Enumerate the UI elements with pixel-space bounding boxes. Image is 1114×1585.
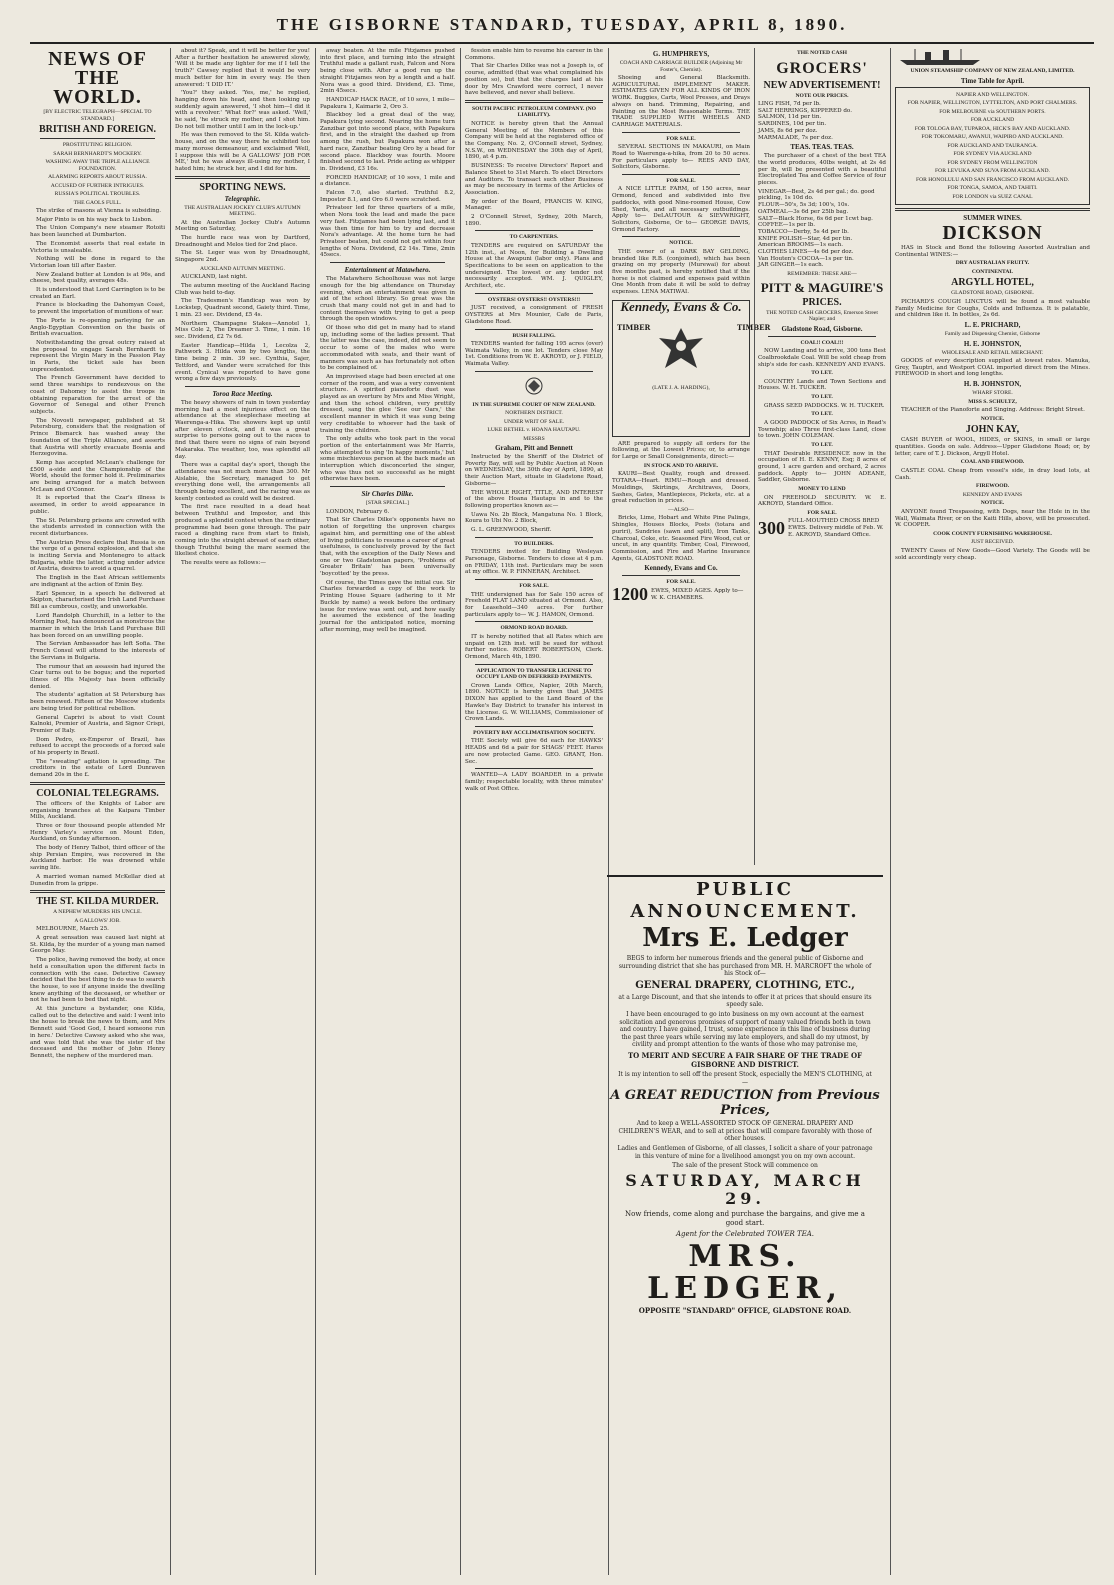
- ewes-300-ad: [758, 518, 886, 538]
- sale3-heading: FOR SALE.: [666, 579, 696, 586]
- oysters-heading: OYSTERS! OYSTERS!! OYSTERS!!!: [487, 296, 581, 303]
- timetable-box: [895, 87, 1090, 206]
- para: By order of the Board, FRANCIS W. KING, Manager.: [465, 198, 603, 212]
- ajc-heading: THE AUSTRALIAN JOCKEY CLUB'S AUTUMN MEETING.: [184, 204, 301, 218]
- remember: REMEMBER: THESE ARE—: [787, 271, 857, 278]
- para: WANTED—A LADY BOARDER in a private family; respectable locality, with three minutes' walk of Post Office.: [465, 772, 603, 792]
- para: France is blockading the Dahomyan Coast, to prevent the importation of munitions of war.: [30, 302, 165, 316]
- para: CASTLE COAL Cheap from vessel's side, in dray load lots, at Cash.: [895, 467, 1090, 481]
- para: away beaten. At the mile Fitzjames pushed into first place, and turning into the straight Truthful made a gallant rush, Falcon and Nora being close with. After a good run up the straight Fitzjames won by a length and a half. Nora was a good third. Dividend, £3. Time, 2min 45secs.: [320, 48, 455, 95]
- news-title: NEWS OF THE WORLD.: [48, 48, 147, 108]
- route: FOR HONOLULU AND SAN FRANCISCO FROM AUCKLAND.: [915, 176, 1070, 183]
- forsale-heading: FOR SALE.: [519, 583, 549, 590]
- route: FOR LONDON via SUEZ CANAL: [952, 193, 1033, 200]
- writ-heading: UNDER WRIT OF SALE.: [503, 418, 565, 425]
- para: Of course, the Times gave the initial cue. Sir Charles forwarded a copy of the work to Printing House Square (adhering to it Mr Buckle by name) a week before the ordinary issue for review was sent out, and how easily he assumed the existence of the leading journal for the anticipated notice, morning after morning, may well be imagined.: [320, 579, 455, 633]
- argyll-sub: GLADSTONE ROAD, GISBORNE.: [951, 290, 1034, 297]
- sale-heading: FOR SALE.: [807, 509, 837, 516]
- head-2: WASHING AWAY THE TRIPLE ALLIANCE FOUNDATION.: [45, 159, 150, 172]
- para: Three or four thousand people attended Mr Henry Varley's service on Mount Eden, Auckland, on Sunday afternoon.: [30, 822, 165, 843]
- byline: [BY ELECTRIC TELEGRAPH—SPECIAL TO STANDARD.]: [43, 109, 152, 122]
- ormond-heading: ORMOND ROAD BOARD.: [500, 625, 568, 632]
- johnston2-sub: WHARF STORE.: [972, 390, 1013, 397]
- kennedy-title: Kennedy, Evans & Co.: [620, 298, 742, 314]
- para: BUSINESS: To receive Directors' Report and Balance Sheet to 31st March. To elect Directors and Auditors. To transact such other Business as may be necessary in terms of the Articles of Association.: [465, 163, 603, 196]
- price-item: Van Houten's COCOA—1s per tin.: [758, 255, 854, 262]
- route: FOR SYDNEY FROM WELLINGTON: [947, 159, 1038, 166]
- sale-date: SATURDAY, MARCH 29.: [625, 1170, 865, 1208]
- para: The Novosti newspaper, published at St Petersburg, considers that the resignation of Prince Bismarck has washed away the foundation of the Triple Alliance, and asserts that Austria will shortly evacuate Bosnia and Herzegovina.: [30, 417, 165, 458]
- ewes-count: 1200: [612, 584, 648, 605]
- harding: (LATE J. A. HARDING),: [652, 385, 710, 392]
- royal-arms-icon: [465, 375, 603, 400]
- price-item: SALT—Black Horse, 6s 6d per 1cwt bag.: [758, 215, 873, 222]
- para: PICHARD'S COUGH LINCTUS will be found a most valuable Family Medicine for Coughs, Colds and Influenza. It is palatable, and children like it. In bottles, 2s 6d.: [895, 298, 1090, 319]
- stock-heading: IN STOCK AND TO ARRIVE.: [643, 462, 719, 469]
- prichard-sub: Family and Dispensing Chemist, Gisborne: [944, 331, 1041, 338]
- para: Bricks, Lime, Hobart and White Pine Palings, Shingles, Houses Blocks, Posts (totara and puriri), Sundries (sawn and split), Iron Tanks, Charcoal, Coke, etc. Seasoned Fire Wood, cut or uncut, in any quantity. Timber, Coal, Firewood, Commission, and Fire and Marine Insurance Agents, GLADSTONE ROAD.: [612, 515, 750, 562]
- para: THE undersigned has for Sale 150 acres of Freehold FLAT LAND situated at Ormond. Also, for Leasehold—340 acres. For further particulars apply to— W. J. HAMON, Ormond.: [465, 591, 603, 618]
- notice-heading: NOTICE.: [980, 415, 1005, 422]
- coal-heading: COAL AND FIREWOOD.: [960, 459, 1025, 466]
- ledger-p4: It is my intention to sell off the present Stock, especially the MEN'S CLOTHING, at—: [618, 1070, 872, 1086]
- teas-heading: TEAS. TEAS. TEAS.: [790, 143, 854, 152]
- ewes-300-count: 300: [758, 518, 785, 539]
- para: JUST received, a consignment of FRESH OYSTERS at Mrs Mounier, Cafe de Paris, Gladstone Road.: [465, 305, 603, 325]
- agent: Agent for the Celebrated TOWER TEA.: [675, 1229, 815, 1238]
- kay-heading: JOHN KAY,: [965, 424, 1020, 436]
- route: FOR LEVUKA AND SUVA FROM AUCKLAND.: [935, 168, 1050, 174]
- para: A NICE LITTLE FARM, of 150 acres, near Ormond, fenced and subdivided into five paddocks, with good Nine-roomed House, Cow Shed, Yards, and all necessary outbuildings. Apply to— DeLAUTOUR & SIEVWRIGHT, Solicitors, Gisborne, Or to— GEORGE DAVIS, Ormond Factory.: [612, 186, 750, 233]
- let2: TO LET.: [811, 394, 833, 401]
- column-7: [895, 48, 1090, 1575]
- para: That Sir Charles Dilke was not a Joseph is, of course, admitted (that was what complained his position so), but that the charges laid at his door by Mrs Crawford were correct, I never have believed, and never shall believe.: [465, 63, 603, 97]
- cook-heading: COOK COUNTY FURNISHING WAREHOUSE.: [933, 530, 1052, 537]
- dickson-heading: DICKSON: [942, 222, 1043, 244]
- price-item: American BROOMS—1s each.: [758, 242, 843, 249]
- timetable-heading: Time Table for April.: [960, 76, 1025, 85]
- sale2-heading: FOR SALE.: [666, 177, 696, 184]
- para: TEACHER of the Pianoforte and Singing. Address: Bright Street.: [901, 407, 1085, 414]
- para: The Matawhero Schoolhouse was not large enough for the big attendance on Thursday evening, when an entertainment was given in aid of the school library. So great was the crush that many could not get in and had to content themselves with trying to get a peep through the open windows.: [320, 276, 455, 323]
- para: Falcon 7.0, also started. Truthful 8.2, Impostor 8.1, and Oro 6.0 were scratched.: [320, 190, 455, 203]
- new-adv: NEW ADVERTISEMENT!: [763, 79, 881, 91]
- price-item: KNIFE POLISH—Star, 4d per tin.: [758, 235, 853, 242]
- para: HANDICAP HACK RACE, of 10 sovs, 1 mile—Papakura 1, Kaimarie 2, Oro 3.: [320, 96, 455, 110]
- public-announcement: PUBLIC ANNOUNCEMENT.: [630, 879, 860, 922]
- para: The heavy showers of rain in town yesterday morning had a most injurious effect on the attendance at the steeplechase meeting at Waerenga-a-Hika. The showers kept up until after eleven o'clock, and it was a great surprise to persons going out to the races to find that there were no signs of rain beyond Makaraka. The weather, too, was splendid all day.: [175, 399, 310, 460]
- gladstone-road: Gladstone Road, Gisborne.: [781, 324, 863, 333]
- johnston-sub: WHOLESALE AND RETAIL MERCHANT.: [941, 349, 1044, 356]
- head-5: RUSSIA'S POLITICAL TROUBLES.: [54, 191, 141, 197]
- ledger-p2: at a Large Discount, and that she intends to offer it at prices that should ensure its speedy sale.: [618, 993, 872, 1009]
- para: The Union Company's new steamer Rotoiti has been launched at Dumbarton.: [30, 225, 165, 239]
- steamship-icon: [895, 48, 985, 66]
- prichard-heading: L. E. PRICHARD,: [964, 321, 1021, 330]
- para: The officers of the Knights of Labor are organising branches at the Kaipara Timber Mills, Auckland.: [30, 800, 165, 821]
- price-item: FLOUR—50's, 5s 3d; 100's, 10s.: [758, 202, 850, 209]
- para: The "sweating" agitation is spreading. The creditors in the estate of Lord Dunraven demand 20s in the £.: [30, 758, 165, 779]
- para: HAS in Stock and Bond the following Assorted Australian and Continental WINES:—: [895, 245, 1090, 258]
- humphreys-sub: COACH AND CARRIAGE BUILDER (Adjoining Mr Foster's, Chemist).: [619, 60, 743, 73]
- masthead: [30, 8, 1094, 44]
- ledger-p6: Ladies and Gentlemen of Gisborne, of all classes, I solicit a share of your patronage in this venture of mine for a livelihood amongst you on my own account.: [617, 1144, 873, 1160]
- luke-heading: LUKE BETHEL v. HOANA HAUTAPU.: [487, 427, 581, 434]
- para: Lord Randolph Churchill, in a letter to the Morning Post, has denounced as monstrous the manner in which the Irish Land Purchase Bill has been forced on an unwilling people.: [30, 612, 165, 639]
- para: LONDON, February 6.: [326, 508, 390, 515]
- para: Northern Champagne Stakes—Annotel 1, Miss Cole 2, The Dreamer 3. Time, 1 min. 16 sec. Dividend, £2 7s 6d.: [175, 320, 310, 340]
- route: FOR SYDNEY VIA AUCKLAND: [953, 151, 1032, 157]
- para: It is reported that the Czar's illness is assumed, in order to avoid appearance in public.: [30, 495, 165, 515]
- para: The police, having removed the body, at once held a consultation upon the different facts in connection with the case. Detective Cawsey decided that the best thing to do was to search the house, to see if anyone inside the dwelling knew anything of the deceased, or whether or not he had been to bed that night.: [30, 957, 165, 1004]
- head-6: THE GAOLS FULL.: [73, 199, 122, 206]
- para: FORCED HANDICAP, of 10 sovs, 1 mile and a distance.: [320, 174, 455, 188]
- para: The hurdle race was won by Dartford, Dreadnought and Melos tied for 2nd place.: [175, 235, 310, 248]
- para: The purchaser of a chest of the best TEA the world produces, 40lbs weight, at 2s 4d per lb, will be presented with a beautiful Electroplated Tea and Coffee Service of four pieces.: [758, 153, 886, 187]
- route: FOR TONGA, SAMOA, AND TAHITI.: [947, 185, 1038, 191]
- para: The French Government have decided to send three warships to rendezvous on the coast of Dahomey to assist the troops in obtaining reparation for the arrest of the Governor of Senegal and other French subjects.: [30, 375, 165, 415]
- route: FOR AUCKLAND: [970, 117, 1015, 123]
- para: Instructed by the Sheriff of the District of Poverty Bay, will sell by Public Auction at Noon on WEDNESDAY, the 30th day of April, 1890, at their Auction Mart, situate in Gladstone Road, Gisborne—: [465, 454, 603, 487]
- para: Kemp has accepted McLean's challenge for £500 a-side and the Championship of the World, should the former hold it. Preliminaries are being arranged for a match between McLean and O'Connor.: [30, 459, 165, 493]
- merit: TO MERIT AND SECURE A FAIR SHARE OF THE TRADE OF GISBORNE AND DISTRICT.: [627, 1050, 863, 1069]
- para: There was a capital day's sport, though the attendance was not much more than 300. Mr Aislabie, the Secretary, managed to get everything done well, the arrangements all through being excellent, and the racing was as keenly contested as could well be desired.: [175, 462, 310, 502]
- para: THE WHOLE RIGHT, TITLE, AND INTEREST of the above Hoana Hautapu in and to the following properties known as:—: [465, 489, 603, 509]
- para: Nothing will be done in regard to the Victorian loan till after Easter.: [30, 256, 165, 269]
- para: The strike of masons at Vienna is subsiding.: [36, 208, 162, 214]
- route: FOR NAPIER, WELLINGTON, LYTTELTON, AND PORT CHALMERS.: [907, 100, 1078, 106]
- price-item: OATMEAL—3s 6d per 25lb bag.: [758, 208, 849, 215]
- let3: TO LET.: [811, 411, 833, 418]
- notice-heading: NOTICE.: [669, 240, 693, 247]
- johnston2-heading: H. B. JOHNSTON,: [963, 380, 1022, 389]
- ledger-ad: [607, 875, 883, 1317]
- route: FOR TOLOGA BAY, TUPAROA, HICK'S BAY AND AUCKLAND.: [914, 125, 1071, 132]
- humphreys-heading: G. HUMPHREYS,: [652, 50, 710, 58]
- para: ARE prepared to supply all orders for the following, at the Lowest Prices; or, to arrange for Large or Small Consignments, direct:—: [612, 440, 750, 461]
- route: FOR MELBOURNE via SOUTHERN PORTS.: [939, 108, 1046, 115]
- dry-heading: DRY AUSTRALIAN FRUITY.: [955, 260, 1030, 267]
- para: TENDERS wanted for falling 195 acres (over) Waimata Valley, in one lot. Tenders close May 1st. Conditions from W. E. AKROYD, or J. FIELD, Waimata Valley.: [465, 341, 603, 368]
- head-3: ALARMING REPORTS ABOUT RUSSIA.: [48, 174, 147, 180]
- kennedy-sign: Kennedy, Evans and Co.: [644, 564, 718, 573]
- price-item: SALT HERRINGS, KIPPERED do.: [758, 107, 852, 114]
- schultz-heading: MISS S. SCHULTZ,: [968, 398, 1017, 405]
- para: NOTICE is hereby given that the Annual General Meeting of the Members of this Company will be held at the registered office of the Company, No. 2, O'Connell street, Sydney, N.S.W., on WEDNESDAY the 30th day of April, 1890, at 4 p.m.: [465, 120, 603, 161]
- money-heading: MONEY TO LEND: [798, 486, 846, 493]
- pitt-heading: PITT & MAGUIRE'S: [760, 279, 884, 295]
- opposite-standard: OPPOSITE "STANDARD" OFFICE, GLADSTONE ROAD.: [638, 1305, 852, 1315]
- para: The rumour that an assassin had injured the Czar turns out to be bogus; and the reported illness of His Majesty has been officially denied.: [30, 663, 165, 690]
- column-1: [30, 48, 165, 1575]
- route: FOR TOKOMARU, AWANUI, WAIPIRO AND AUCKLAND.: [921, 134, 1064, 140]
- para: Of those who did get in many had to stand up, including some of the ladies present. That the latter was the case, indeed, did not seem to occur to some of the males who were accommodated with seats, and their want of manners was such as has fortunately not often to be complained of.: [320, 325, 455, 372]
- para: ANYONE found Trespassing, with Dogs, near the Hole in in the Wall, Waimata River, or on the Kaiti Hills, above, will be prosecuted. W. COOPER.: [895, 508, 1090, 529]
- para: SEVERAL SECTIONS IN MAKAURI, on Main Road to Waerenga-a-hika, from 20 to 50 acres. For particulars apply to— REES AND DAY, Solicitors, Gisborne.: [612, 144, 750, 171]
- para: General Caprivi is about to visit Count Kalnoki, Premier of Austria, and Signor Crispi, Premier of Italy.: [30, 714, 165, 734]
- para: TENDERS invited for Building Wesleyan Parsonage, Gisborne. Tenders to close at 4 p.m. on FRIDAY, 11th inst. Particulars may be seen at my office. W. P. FINNERAN, Architect.: [465, 549, 603, 576]
- para: At the Australian Jockey Club's Autumn Meeting on Saturday,: [175, 219, 310, 233]
- court-heading: IN THE SUPREME COURT OF NEW ZEALAND.: [472, 401, 596, 408]
- union-header: [895, 48, 1090, 66]
- head-0: PROSTITUTING RELIGION.: [62, 142, 133, 148]
- builders-heading: TO BUILDERS.: [514, 540, 554, 547]
- general-drapery: GENERAL DRAPERY, CLOTHING, ETC.,: [635, 979, 855, 991]
- subhead-british: BRITISH AND FOREIGN.: [39, 124, 156, 135]
- para: about it? Speak, and it will be better for you! After a further hesitation he answered slowly, 'Will it be made any lighter for me if I tell the truth?' Cawsey replied that it would be very much better for him in every way. He then answered: 'I DID IT.': [175, 48, 310, 88]
- column-6: [758, 48, 886, 865]
- telegraphic-heading: Telegraphic.: [224, 194, 261, 203]
- price-item: CLOTHES LINES—4s 6d per doz.: [758, 249, 854, 256]
- para: Crown Lands Office, Napier, 20th March, 1890. NOTICE is hereby given that JAMES DIXON has applied to the Land Board of the Hawke's Bay District to transfer his interest in the License. G. W. WILLIAMS, Commissioner of Crown Lands.: [465, 682, 603, 723]
- ledger-p7: The sale of the present Stock will commence on: [672, 1162, 818, 1170]
- para: The St. Leger was won by Dreadnought, Singapore 2nd.: [175, 250, 310, 264]
- subhead-colonial: COLONIAL TELEGRAMS.: [36, 787, 159, 799]
- firewood-heading: FIREWOOD.: [975, 483, 1010, 490]
- timber-left: TIMBER: [617, 322, 651, 332]
- cook-sub: JUST RECEIVED.: [970, 539, 1015, 546]
- ledger-p8: Now friends, come along and purchase the bargains, and give me a good start.: [625, 1209, 865, 1227]
- toroa-heading: Toroa Race Meeting.: [212, 389, 273, 398]
- also-heading: —ALSO—: [668, 506, 694, 513]
- acc-heading: POVERTY BAY ACCLIMATISATION SOCIETY.: [473, 729, 595, 736]
- para: An improvised stage had been erected at one corner of the room, and was a very convenient structure. A spirited pianoforte duet was played as an overture by Mrs and Miss Wright, and then the school children, very prettily dressed, sang the glee 'See our Oars,' the excellent manner in which it was sung being very creditable to whoever had the task of training the children.: [320, 373, 455, 434]
- masthead-title: THE GISBORNE STANDARD, TUESDAY, APRIL 8, 1890.: [276, 15, 848, 34]
- para: 'You?' they asked. 'Yes, me,' he replied, hanging down his head, and then looking up suddenly again answered, 'I shot him—I did it with a revolver.' 'What for?' was asked. 'Well,' he said, 'he struck my mother, and I shot him. Do not tell mother until I am in the lock-up.': [175, 90, 310, 130]
- route: FOR AUCKLAND AND TAURANGA.: [947, 142, 1038, 149]
- para: 2 O'Connell Street, Sydney, 20th March, 1890.: [465, 214, 603, 227]
- price-item: SALMON, 11d per tin.: [758, 114, 822, 121]
- ledger-p1: BEGS to inform her numerous friends and the general public of Gisborne and surrounding district that she has purchased from MR. H. MARCROFT the whole of his Stock of—: [618, 955, 872, 978]
- para: G. L. GREENWOOD, Sheriff.: [471, 527, 552, 534]
- head-4: ACCUSED OF FURTHER INTRIGUES.: [50, 182, 145, 189]
- bush-heading: BUSH FALLING.: [512, 332, 556, 339]
- notice2-heading: NOTICE.: [980, 500, 1005, 507]
- continental-heading: CONTINENTAL: [971, 268, 1014, 275]
- para: The autumn meeting of the Auckland Racing Club was held to-day.: [175, 283, 310, 296]
- para: TENDERS are required on SATURDAY the 12th inst., at Noon, for Building a Dwelling House at the Awapuni (labor only). Plans and Specifications to be seen on application to the undersigned. The lowest or any tender not necessarily accepted. WM. J. QUIGLEY, Architect, etc.: [465, 242, 603, 290]
- sporting-news-heading: SPORTING NEWS.: [199, 181, 286, 193]
- para: The students' agitation at St Petersburg has been renewed. Fifteen of the Moscow students are being tried for political rebellion.: [30, 692, 165, 712]
- para: A GOOD PADDOCK of Six Acres, in Read's Township; also Three first-class Land, close to town. JOHN COLEMAN.: [758, 419, 886, 440]
- head-nephew: A NEPHEW MURDERS HIS UNCLE.: [53, 909, 142, 916]
- para: At this juncture a bystander, one Kilda, called out to the detective and said: I went into the house to break the news to them, and Mrs Bennett said 'Good God, I heard someone run in here.' Detective Cawsey asked who she was, and was told that she was the sister of the deceased and the mother of John Henry Bennett, the nephew of the murdered man.: [30, 1006, 165, 1059]
- para: The Austrian Press declare that Russia is on the verge of a general explosion, and that she is inciting Servia and Montenegro to attack Bulgaria, while the latter, acting under advice of Austria, desires to avoid a quarrel.: [30, 539, 165, 573]
- let1: TO LET.: [811, 370, 833, 377]
- dilke-sub: [STAR SPECIAL.]: [365, 500, 410, 507]
- coal-heading: COAL!! COAL!!!: [800, 339, 844, 346]
- spc-heading: SOUTH PACIFIC PETROLEUM COMPANY. (NO LIABILITY).: [471, 105, 597, 119]
- para: The first race resulted in a dead heat between Truthful and Impostor, and this produced a splendid contest when the ordinary programme had been gone through. The pair raced a dinghing race from start to finish, coming into the straight abreast of each other, though Truthful being the mare seemed the likeliest choice.: [175, 504, 310, 558]
- para: Earl Spencer, in a speech he delivered at Skipton, characterised the Irish Land Purchase Bill as cumbrous, costly, and unworkable.: [30, 590, 165, 610]
- column-3: [320, 48, 455, 1575]
- para: The Tradesmen's Handicap was won by Lockstep, Quadrant second, Gaiety third. Time, 1 min. 23 sec. Dividend, £5 4s.: [175, 298, 310, 318]
- para: The results were as follows:—: [181, 560, 266, 567]
- dilke-heading: Sir Charles Dilke.: [361, 490, 414, 499]
- para: ON FREEHOLD SECURITY. W. E. AKROYD, Standard Office.: [758, 494, 886, 508]
- para: The Porte is re-opening parleying for an Anglo-Egyptian Convention on the basis of British evacuation.: [30, 317, 165, 338]
- para: A married woman named McKellar died at Dunedin from la grippe.: [30, 873, 165, 887]
- ledger-name: Mrs E. Ledger: [642, 923, 848, 953]
- court-district: NORTHERN DISTRICT.: [505, 410, 563, 417]
- lease-heading: APPLICATION TO TRANSFER LICENSE TO OCCUPY LAND ON DEFERRED PAYMENTS.: [475, 667, 593, 681]
- grocers-heading: GROCERS': [776, 59, 868, 77]
- pitt-sub: THE NOTED CASH GROCERS, Emerson Street Napier; and: [766, 309, 878, 323]
- para: Major Pinto is on his way back to Lisbon.: [36, 216, 153, 223]
- sale1-heading: FOR SALE.: [666, 135, 696, 142]
- para: The Servian Ambassador has left Sofia. The French Consul will attend to the interests of the Servians in Bulgaria.: [30, 641, 165, 661]
- para: GRASS SEED PADDOCKS. W. H. TUCKER.: [764, 402, 885, 409]
- summer-wines: SUMMER WINES.: [963, 214, 1022, 222]
- para: Uawa No. 2b Block, Mangatuna No. 1 Block, Koura to Ubi No. 2 Block,: [465, 511, 603, 525]
- column-5: [612, 48, 771, 865]
- para: The body of Henry Talbot, third officer of the ship Persian Empire, was recovered in the Auckland harbor. He was drowned while saving life.: [30, 845, 165, 872]
- route: NAPIER AND WELLINGTON.: [956, 91, 1029, 98]
- para: A great sensation was caused last night at St. Kilda, by the murder of a young man named George May.: [30, 934, 165, 955]
- para: The St. Petersburg prisons are crowded with the students arrested in connection with the recent disturbances.: [30, 517, 165, 537]
- gpb-heading: Graham, Pitt and Bennett: [495, 444, 573, 453]
- pitt-prices: PRICES.: [802, 296, 842, 308]
- union-heading: UNION STEAMSHIP COMPANY OF NEW ZEALAND, LIMITED.: [910, 68, 1075, 74]
- kande: KENNEDY AND EVANS: [962, 491, 1023, 498]
- para: Dom Pedro, ex-Emperor of Brazil, has refused to accept the proceeds of a forced sale of his property in Brazil.: [30, 736, 165, 757]
- kennedy-ad: [612, 298, 771, 437]
- ewes-ad: [612, 584, 750, 605]
- great-reduction: A GREAT REDUCTION from Previous Prices,: [610, 1088, 880, 1119]
- argyll-heading: ARGYLL HOTEL,: [951, 277, 1034, 289]
- para: GOODS of every description supplied at lowest rates. Manuka, Grey, Tauptri, and Westport COAL imported direct from the Mines. FIREWOOD in short and long lengths.: [895, 358, 1090, 378]
- ewes-text: EWES, MIXED AGES. Apply to— W. K. CHAMBERS.: [651, 587, 744, 601]
- price-item: TOBACCO—Derby, 5s 4d per lb.: [758, 228, 849, 235]
- more-list: [758, 189, 886, 269]
- ewes-300-text: FULL-MOUTHED CROSS BRED EWES. Delivery middle of Feb. W. E. AKROYD, Standard Office.: [788, 518, 884, 538]
- para: That Sir Charles Dilke's opponents have no notion of forgetting the unproven charges against him, and permitting one of the ablest of living politicians to resume a career of great usefulness, is conclusively proved by the fact that, with the exception of the Daily News and one or two Gladstonian papers, 'Problems of Greater Britain' has been universally 'boycotted' by the press.: [320, 517, 455, 578]
- para: MELBOURNE, March 25.: [36, 926, 109, 933]
- let4: TO LET.: [811, 442, 833, 448]
- ledger-p5: And to keep a WELL-ASSORTED STOCK OF GENERAL DRAPERY AND CHILDREN'S WEAR, and to sell at prices that will compare favorably with those of other houses.: [618, 1120, 872, 1143]
- price-item: MARMALADE, 7s per doz.: [758, 134, 833, 141]
- para: NOW Landing and to arrive, 300 tons Best Coalbrookdale Coal. Will be sold cheap from ship's side for cash. KENNEDY AND EVANS.: [758, 348, 886, 368]
- price-list: [758, 101, 886, 141]
- cash-heading: THE NOTED CASH: [796, 50, 848, 56]
- auckland-heading: AUCKLAND AUTUMN MEETING.: [200, 265, 285, 272]
- entertainment-heading: Entertainment at Matawhero.: [344, 266, 431, 275]
- mrs-ledger: MRS. LEDGER,: [647, 1238, 843, 1306]
- para: New Zealand butter at London is at 96s, and cheese, best quality, averages 48s.: [30, 271, 165, 285]
- para: The only adults who took part in the vocal portion of the entertainment was Mr Harris, who attempted to sing 'In happy moments,' but some mischievous person at the back made an interruption which disconcerted the singer, who was thus not so successful as he might otherwise have been.: [320, 436, 455, 483]
- head-gallows: A GALLOWS' JOB.: [74, 917, 121, 924]
- carpenters-heading: TO CARPENTERS.: [509, 234, 559, 241]
- para: IT is hereby notified that all Rates which are unpaid on 12th inst. will be sued for without further notice. ROBERT ROBERTSON, Clerk. Ormond, March 4th, 1890.: [465, 633, 603, 660]
- column-4: [465, 48, 603, 1575]
- para: He was then removed to the St. Kilda watch-house, and on the way there he exhibited too many morose demeanour, and exclaimed 'Well, I suppose this will be A GALLOWS' JOB FOR ME,' but he was always ill-using my mother, I hated him; he struck her, and I did for him.: [175, 132, 310, 172]
- price-item: LING FISH, 7d per lb.: [758, 101, 821, 107]
- price-item: COFFEE—1s per lb.: [758, 222, 816, 229]
- messrs: MESSRS: [523, 435, 545, 442]
- price-item: JAR GINGER—1s each.: [758, 262, 824, 269]
- price-item: JAMS, 8s 6d per doz.: [758, 127, 818, 134]
- para: It is understood that Lord Carrington is to be created an Earl.: [30, 287, 165, 300]
- para: The Economist asserts that real estate in Victoria is unsaleable.: [30, 240, 165, 254]
- column-2: [175, 48, 310, 1575]
- para: Notwithstanding the great outcry raised at the proposal to engage Sarah Bernhardt to represent the Virgin Mary in the Passion Play in Paris, the ticket sale has been unprecedented.: [30, 339, 165, 373]
- para: Blackboy led a great deal of the way, Papakura lying second. Nearing the home turn Zanzibar got into second place, with Papakura first, and in the straight the dashed up from among the rush, but Papakura won after a hard race, Zanzibar beating Oro by a head for second place. Blackboy was fourth. Moore finished second to last. Pride acting as whipper in. Dividend, £3 16s.: [320, 112, 455, 172]
- para: THE Society will give 6d each for HAWKS' HEADS and 6d a pair for SHAGS' FEET. Hares are now protected Game. GEO. GRANT, Hon. Sec.: [465, 738, 603, 765]
- para: fession enable him to resume his career in the Commons.: [465, 48, 603, 61]
- para: The English in the East African settlements are indignant at the action of Emin Bey.: [30, 575, 165, 588]
- para: THAT Desirable RESIDENCE now in the occupation of H. E. KENNY, Esq; 8 acres of ground, 1 acre garden and orchard, 2 acres paddock. Apply to— JOHN ADEANE, Saddler, Gisborne.: [758, 450, 886, 484]
- subhead-stkilda: THE ST. KILDA MURDER.: [36, 896, 159, 908]
- para: Privateer led for three quarters of a mile, when Nora took the lead and made the pace very fast. Fitzjames had been lying last, and it was then time for him to try and decrease Nora's advantage. At the home turn he had Privateer beaten, but could not get within four lengths of Nora. Dividend, £2 14s. Time, 2min 45secs.: [320, 205, 455, 259]
- para: AUCKLAND, last night.: [181, 274, 248, 281]
- para: THE owner of a DARK BAY GELDING, branded like R.B. (conjoined), which has been grazing on my property (Murewai) for about five months past, is hereby notified that if the horse is not claimed and expenses paid within One Month from date it will be sold to defray expenses. LENA MATIWAI.: [612, 248, 750, 296]
- para: KAURI—Best Quality, rough and dressed. TOTARA—Heart. RIMU—Rough and dressed. Mouldings, Skirtings, Architraves, Doors, Sashes, Gates, Mantlepieces, Pickets, etc. at a great reduction in prices.: [612, 471, 750, 505]
- timber-right: TIMBER: [737, 322, 771, 332]
- para: TWENTY Cases of New Goods—Good Variety. The Goods will be sold accordingly very cheap.: [895, 547, 1090, 561]
- price-item: VINEGAR—Best, 2s 4d per gal.; do. good pickling, 1s 10d do.: [758, 188, 875, 202]
- para: Shoeing and General Blacksmith. AGRICULTURAL IMPLEMENT MAKER. ESTIMATES GIVEN FOR ALL KINDS OF IRON WORK. Buggies, Carts, Wool Presses, and Drays always on hand. Trimming, Repairing, and Painting on the Most Reasonable Terms. THE TRADE SUPPLIED WITH WHEELS AND CARRIAGE MATERIALS.: [612, 75, 750, 128]
- para: CASH BUYER of WOOL, HIDES, or SKINS, in small or large quantities. Goods on sale. Address—Upper Gladstone Road; or, by letter, care of T. J. Dickson, Argyll Hotel.: [895, 437, 1090, 457]
- ledger-p3: I have been encouraged to go into business on my own account at the earnest solicitation and generous promises of support of many valued friends both in town and country. I have gained, I trust, some experience in this line of business during the past three years while serving my late employers, and shall do my utmost, by civility and prompt attention to the wants of those who may patronise me,: [619, 1010, 871, 1049]
- johnston-heading: H. E. JOHNSTON,: [963, 339, 1022, 348]
- head-1: SARAH BERNHARDT'S MOCKERY.: [53, 150, 142, 157]
- para: Easter Handicap—Hilda 1, Lecolza 2, Pathwork 3. Hilda won by two lengths, the time being 2 min. 39 sec. Cynthia, Sajer, Tettford, and Vander were scratched for this event. Cynical was reported to have gone wrong a few days previously.: [175, 342, 310, 383]
- price-item: SARDINES, 10d per tin.: [758, 121, 827, 128]
- note-prices: NOTE OUR PRICES.: [795, 92, 849, 99]
- para: COUNTRY Lands and Town Sections and Houses. W. H. TUCKER.: [758, 378, 886, 392]
